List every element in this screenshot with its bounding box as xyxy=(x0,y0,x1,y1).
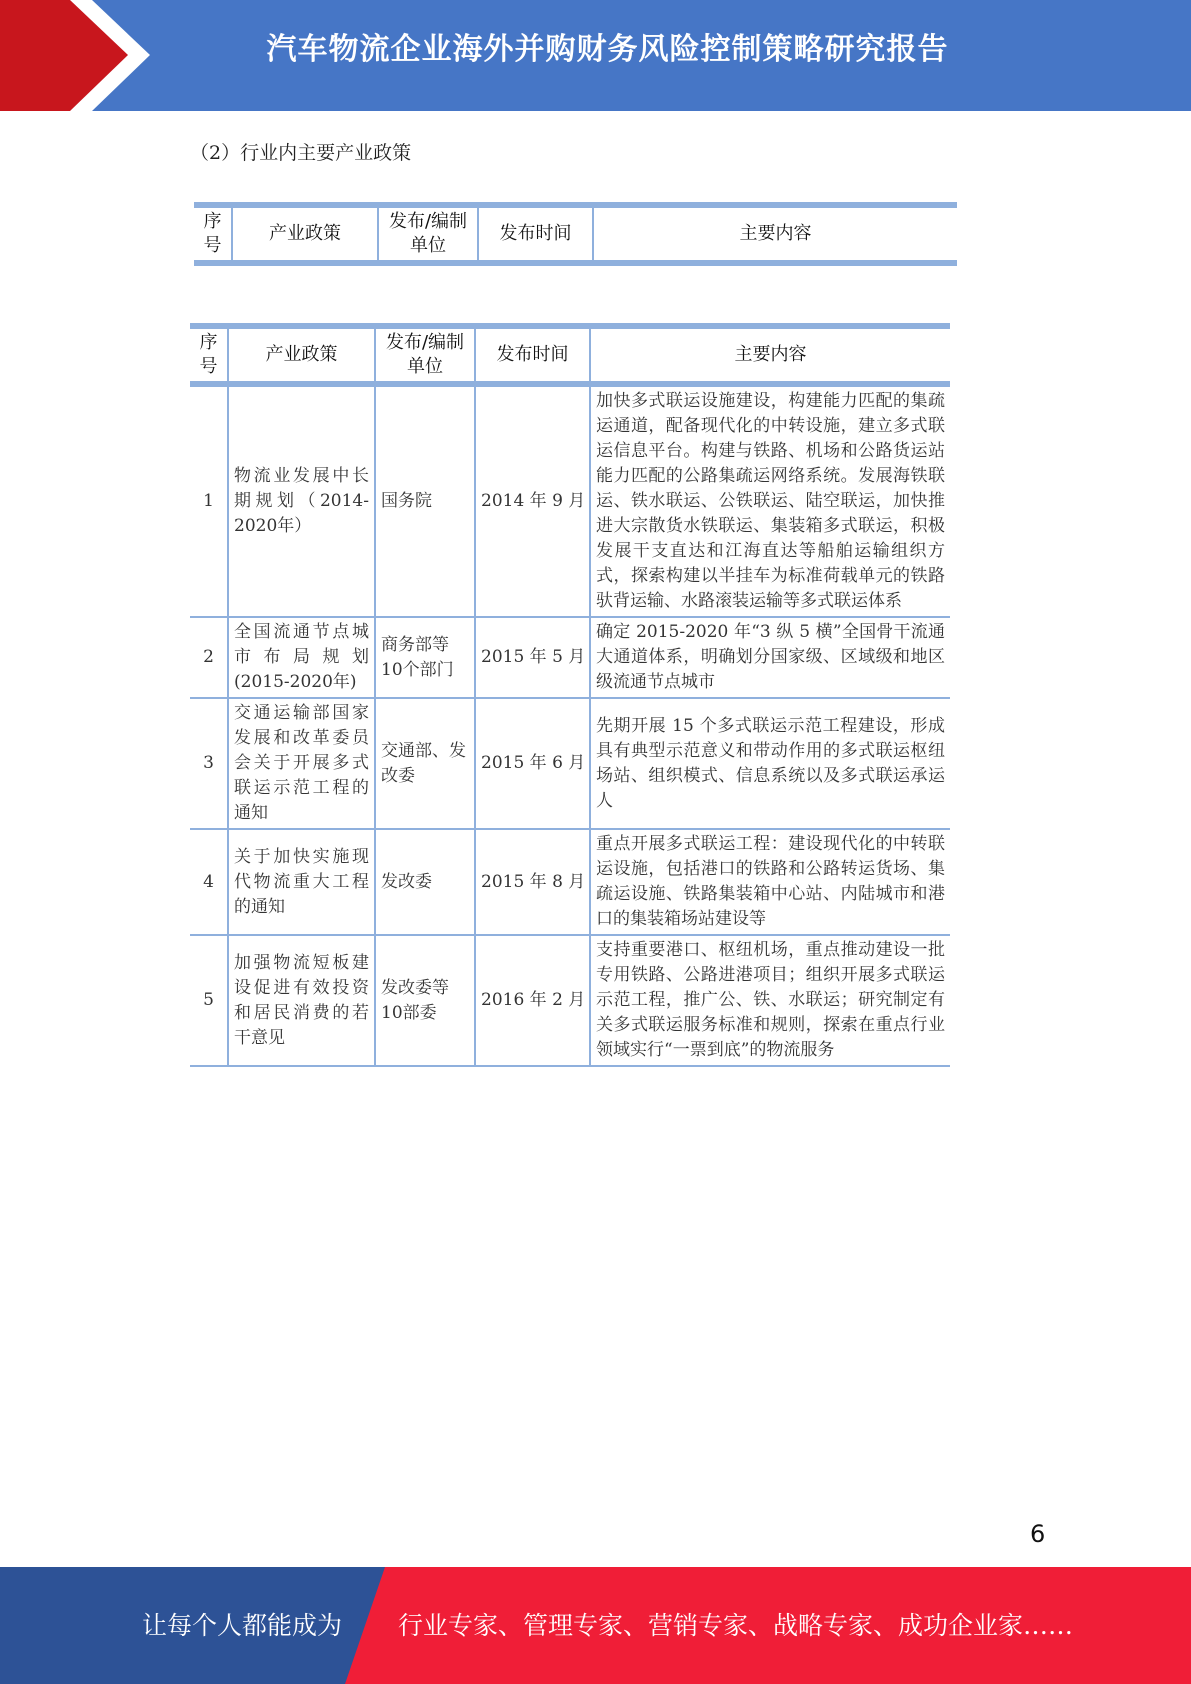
col-header-unit: 发布/编制单位 xyxy=(375,329,475,384)
table-row xyxy=(190,698,950,829)
header-bar xyxy=(0,0,1191,111)
cell-date: 2014 年 9 月 xyxy=(475,384,590,617)
col-header-policy: 产业政策 xyxy=(232,208,378,263)
footer-banner xyxy=(0,1567,1191,1684)
footer-slogan-right: 行业专家、管理专家、营销专家、战略专家、成功企业家…… xyxy=(398,1611,1074,1640)
col-header-no: 序号 xyxy=(194,208,232,263)
document-title: 汽车物流企业海外并购财务风险控制策略研究报告 xyxy=(266,32,949,67)
col-header-content: 主要内容 xyxy=(593,208,957,263)
cell-content: 加快多式联运设施建设，构建能力匹配的集疏运通道，配备现代化的中转设施，建立多式联运信息平台。构建与铁路、机场和公路货运站能力匹配的公路集疏运网络系统。发展海铁联运、铁水联运、公铁联运、陆空联运，加快推进大宗散货水铁联运、集装箱多式联运，积极发展干支直达和江海直达等船舶运输组织方式，探索构建以半挂车为标准荷载单元的铁路驮背运输、水路滚装运输等多式联运体系 xyxy=(590,384,950,617)
cell-policy: 加强物流短板建设促进有效投资和居民消费的若干意见 xyxy=(228,935,375,1066)
cell-policy: 物流业发展中长期规划（2014-2020年） xyxy=(228,384,375,617)
cell-no: 4 xyxy=(190,829,228,935)
col-header-no: 序号 xyxy=(190,329,228,384)
table-row xyxy=(190,829,950,935)
policy-table xyxy=(190,329,950,1067)
cell-date: 2016 年 2 月 xyxy=(475,935,590,1066)
cell-content: 确定 2015-2020 年“3 纵 5 横”全国骨干流通大通道体系，明确划分国家级、区域级和地区级流通节点城市 xyxy=(590,617,950,698)
section-heading: （2）行业内主要产业政策 xyxy=(190,142,412,164)
cell-no: 1 xyxy=(190,384,228,617)
cell-date: 2015 年 8 月 xyxy=(475,829,590,935)
cell-unit: 发改委等10部委 xyxy=(375,935,475,1066)
cell-no: 2 xyxy=(190,617,228,698)
cell-unit: 商务部等10个部门 xyxy=(375,617,475,698)
col-header-date: 发布时间 xyxy=(478,208,593,263)
cell-unit: 交通部、发改委 xyxy=(375,698,475,829)
cell-unit: 发改委 xyxy=(375,829,475,935)
footer-slogan-left: 让每个人都能成为 xyxy=(142,1611,343,1640)
cell-content: 先期开展 15 个多式联运示范工程建设，形成具有典型示范意义和带动作用的多式联运枢纽场站、组织模式、信息系统以及多式联运承运人 xyxy=(590,698,950,829)
table-header-standalone xyxy=(194,208,957,266)
cell-content: 重点开展多式联运工程：建设现代化的中转联运设施，包括港口的铁路和公路转运货场、集疏运设施、铁路集装箱中心站、内陆城市和港口的集装箱场站建设等 xyxy=(590,829,950,935)
cell-policy: 关于加快实施现代物流重大工程的通知 xyxy=(228,829,375,935)
col-header-date: 发布时间 xyxy=(475,329,590,384)
cell-no: 3 xyxy=(190,698,228,829)
col-header-policy: 产业政策 xyxy=(228,329,375,384)
col-header-content: 主要内容 xyxy=(590,329,950,384)
cell-date: 2015 年 6 月 xyxy=(475,698,590,829)
cell-date: 2015 年 5 月 xyxy=(475,617,590,698)
cell-policy: 交通运输部国家发展和改革委员会关于开展多式联运示范工程的通知 xyxy=(228,698,375,829)
cell-policy: 全国流通节点城市布局规划(2015-2020年) xyxy=(228,617,375,698)
cell-content: 支持重要港口、枢纽机场，重点推动建设一批专用铁路、公路进港项目；组织开展多式联运示范工程，推广公、铁、水联运；研究制定有关多式联运服务标准和规则，探索在重点行业领域实行“一票到底”的物流服务 xyxy=(590,935,950,1066)
cell-no: 5 xyxy=(190,935,228,1066)
page-number: 6 xyxy=(1030,1520,1046,1548)
table-row xyxy=(190,617,950,698)
policy-table-container xyxy=(190,323,950,1073)
col-header-unit: 发布/编制单位 xyxy=(378,208,478,263)
cell-unit: 国务院 xyxy=(375,384,475,617)
table-row xyxy=(190,935,950,1066)
table-row xyxy=(190,384,950,617)
